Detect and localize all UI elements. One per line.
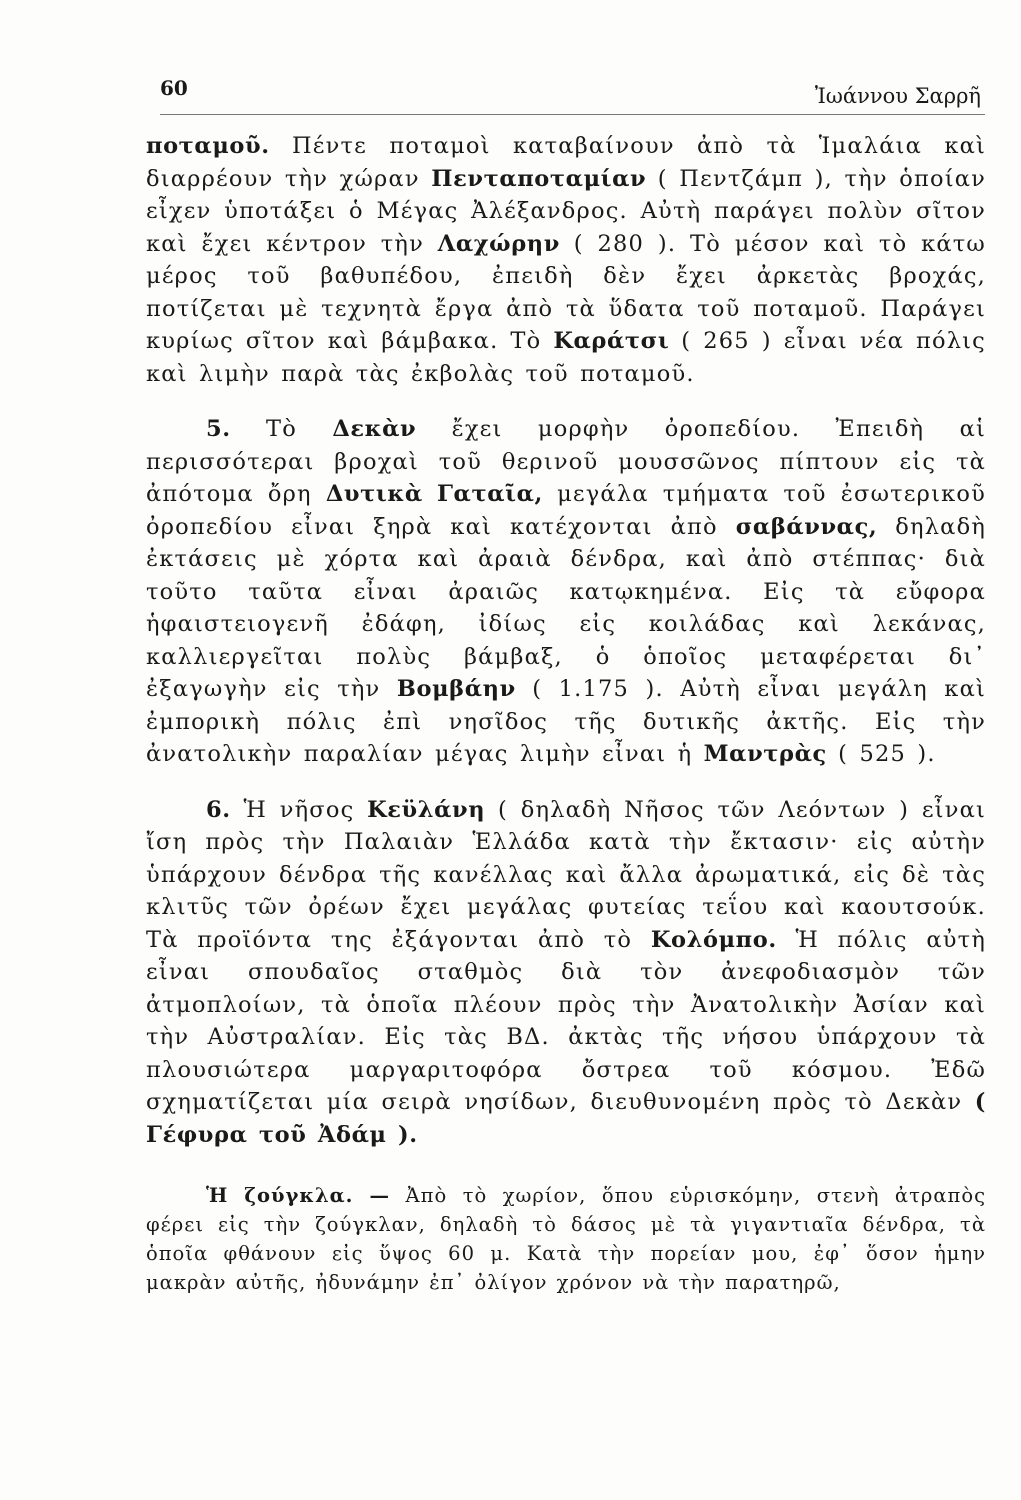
- place-name: ( Γέφυρα τοῦ Ἀδάμ ).: [146, 1089, 986, 1148]
- text-span: ( 280 ). Τὸ μέσον καὶ τὸ κάτω μέρος τοῦ βαθυπέδου, ἐπειδὴ δὲν ἔχει ἀρκετὰς βροχάς, ποτίζεται μὲ τεχνητὰ ἔργα ἀπὸ τὰ ὕδατα τοῦ ποταμοῦ. Παράγει κυρίως σῖτον καὶ βάμβακα. Τὸ: [146, 230, 986, 354]
- text-span: ( 1.175 ). Αὐτὴ εἶναι μεγάλη καὶ ἐμπορικὴ πόλις ἐπὶ νησῖδος τῆς δυτικῆς ἀκτῆς. Εἰς τὴν ἀνατολικὴν παραλίαν μέγας λιμὴν εἶναι ἡ: [146, 676, 986, 767]
- text-span: Τὸ: [230, 416, 333, 442]
- section-number: 6.: [206, 796, 231, 823]
- footnote-title: Ἡ ζούγκλα. —: [206, 1184, 391, 1207]
- section-number: 5.: [206, 416, 231, 442]
- text-span: ( δηλαδὴ Νῆσος τῶν Λεόντων ) εἶναι ἴση πρὸς τὴν Παλαιὰν Ἑλλάδα κατὰ τὴν ἔκτασιν· εἰς αὐτὴν ὑπάρχουν δένδρα τῆς κανέλλας καὶ ἄλλα ἀρωματικά, εἰς δὲ τὰς κλιτῦς τῶν ὀρέων ἔχει μεγάλας φυτείας τεΐου καὶ καουτσούκ. Τὰ προϊόντα της ἐξάγονται ἀπὸ τὸ: [146, 796, 986, 953]
- place-name: Κολόμπο.: [650, 926, 777, 953]
- place-name: Δεκὰν: [332, 416, 417, 442]
- running-head: Ἰωάννου Σαρρῆ: [814, 84, 981, 108]
- text-bold: ποταμοῦ.: [146, 133, 270, 159]
- text-span: μεγάλα τμήματα τοῦ ἐσωτερικοῦ ὀροπεδίου εἶναι ξηρὰ καὶ κατέχονται ἀπὸ: [146, 481, 986, 540]
- paragraph-ceylon: [146, 794, 986, 1152]
- text-span: ἔχει μορφὴν ὀροπεδίου. Ἐπειδὴ αἱ περισσότεραι βροχαὶ τοῦ θερινοῦ μουσσῶνος πίπτουν εἰς τὰ ἀπότομα ὄρη: [146, 416, 986, 507]
- text-span: ( 525 ).: [826, 741, 936, 767]
- place-name: Μαντρὰς: [703, 741, 827, 767]
- term: σαβάννας,: [735, 513, 878, 540]
- text-span: Ἡ πόλις αὐτὴ εἶναι σπουδαῖος σταθμὸς διὰ τὸν ἀνεφοδιασμὸν τῶν ἀτμοπλοίων, τὰ ὁποῖα πλέουν πρὸς τὴν Ἀνατολικὴν Ἀσίαν καὶ τὴν Αὐστραλίαν. Εἰς τὰς ΒΔ. ἀκτὰς τῆς νήσου ὑπάρχουν τὰ πλουσιώτερα μαργαριτοφόρα ὄστρεα τοῦ κόσμου. Ἐδῶ σχηματίζεται μία σειρὰ νησίδων, διευθυνομένη πρὸς τὸ Δεκὰν: [146, 926, 986, 1115]
- place-name: Δυτικὰ Γαταῖα,: [325, 481, 543, 507]
- place-name: Πενταποταμίαν: [431, 165, 647, 192]
- place-name: Κεϋλάνη: [367, 796, 486, 823]
- place-name: Καράτσι: [553, 328, 670, 354]
- paragraph-deccan: [146, 413, 986, 771]
- body-text: [146, 130, 986, 1317]
- place-name: Βομβάην: [396, 676, 516, 702]
- text-span: Ἀπὸ τὸ χωρίον, ὅπου εὑρισκόμην, στενὴ ἀτραπὸς φέρει εἰς τὴν ζούγκλαν, δηλαδὴ τὸ δάσος μὲ τὰ γιγαντιαῖα δένδρα, τὰ ὁποῖα φθάνουν εἰς ὕψος 60 μ. Κατὰ τὴν πορείαν μου, ἐφ᾽ ὅσον ἡμην μακρὰν αὐτῆς, ἠδυνάμην ἐπ᾽ ὀλίγον χρόνον νὰ τὴν παρατηρῶ,: [146, 1184, 986, 1294]
- text-span: Πέντε ποταμοὶ καταβαίνουν ἀπὸ τὰ Ἱμαλάια καὶ διαρρέουν τὴν χώραν: [146, 133, 986, 192]
- page-header: [160, 74, 985, 115]
- text-span: ( 265 ) εἶναι νέα πόλις καὶ λιμὴν παρὰ τὰς ἐκβολὰς τοῦ ποταμοῦ.: [146, 328, 986, 387]
- paragraph-indus-river: [146, 130, 986, 390]
- footnote-jungle: [146, 1181, 986, 1297]
- text-span: ( Πεντζάμπ ), τὴν ὁποίαν εἶχεν ὑποτάξει ὁ Μέγας Ἀλέξανδρος. Αὐτὴ παράγει πολὺν σῖτον καὶ ἔχει κέντρον τὴν: [146, 165, 986, 257]
- text-span: Ἡ νῆσος: [230, 796, 368, 823]
- page-number: 60: [160, 76, 188, 100]
- text-span: δηλαδὴ ἐκτάσεις μὲ χόρτα καὶ ἀραιὰ δένδρα, καὶ ἀπὸ στέππας· διὰ τοῦτο ταῦτα εἶναι ἀραιῶς κατῳκημένα. Εἰς τὰ εὔφορα ἡφαιστειογενῆ ἐδάφη, ἰδίως εἰς κοιλάδας καὶ λεκάνας, καλλιεργεῖται πολὺς βάμβαξ, ὁ ὁποῖος μεταφέρεται δι᾽ ἐξαγωγὴν εἰς τὴν: [146, 513, 986, 702]
- place-name: Λαχώρην: [437, 230, 560, 257]
